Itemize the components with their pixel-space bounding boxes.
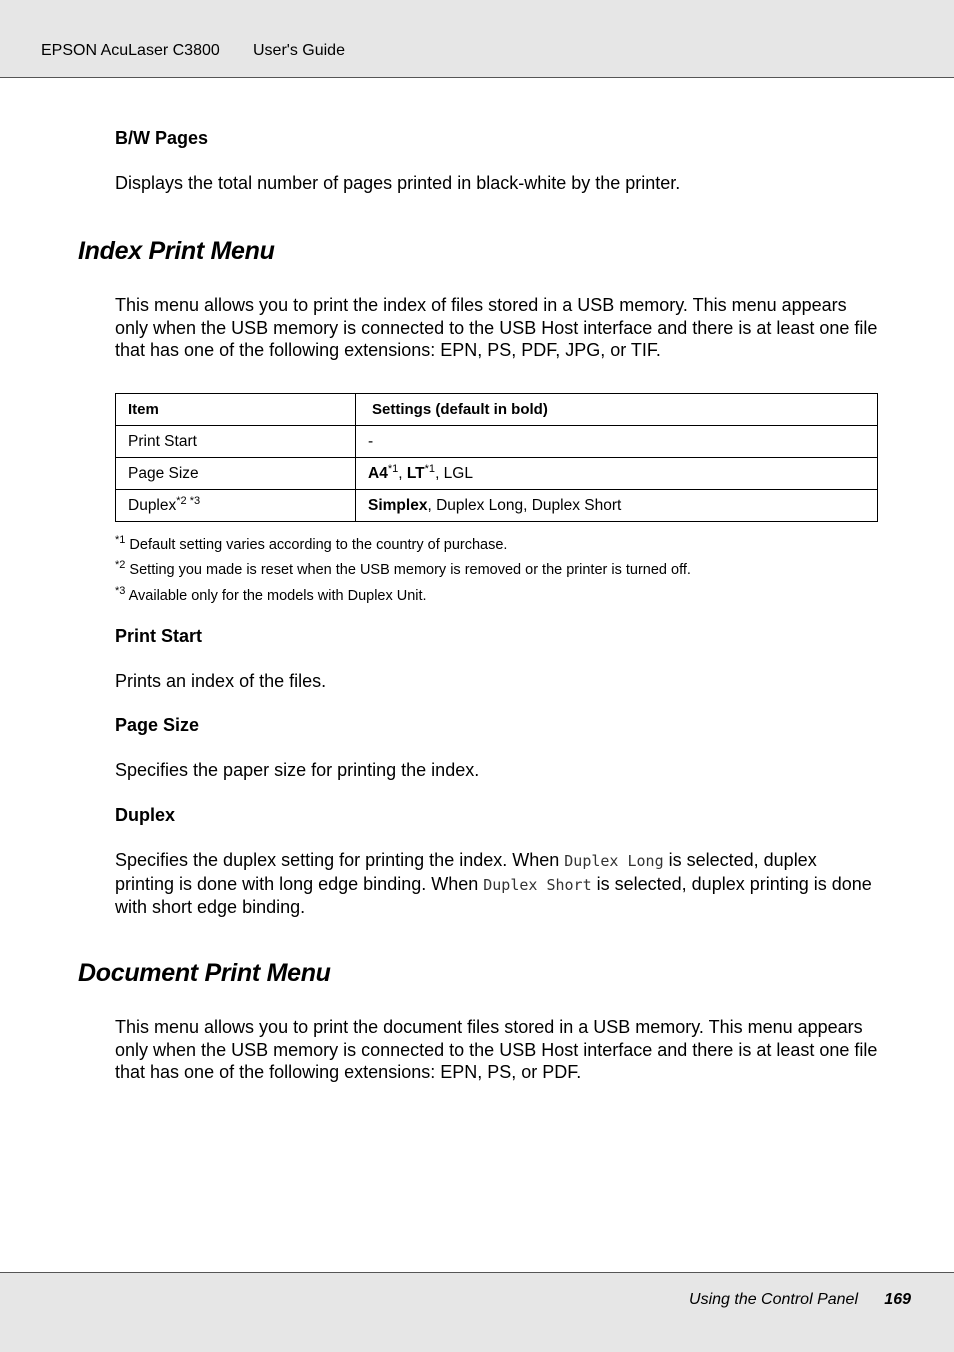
page-footer	[0, 1272, 954, 1352]
table-row	[116, 490, 878, 522]
footnote-3	[115, 585, 427, 604]
code-duplex-long: Duplex Long	[564, 852, 664, 870]
row-duplex-value	[356, 490, 878, 522]
row-page-size-value	[356, 458, 878, 490]
bw-pages-heading: B/W Pages	[115, 128, 209, 148]
footnote-mark: *3	[115, 585, 126, 597]
table-row	[116, 426, 878, 458]
footnote-ref: *1	[424, 463, 436, 476]
row-page-size-item: Page Size	[116, 458, 356, 490]
table-header-row	[116, 394, 878, 426]
index-print-menu-title: Index Print Menu	[78, 237, 275, 265]
page-number: 169	[884, 1291, 911, 1308]
print-start-text: Prints an index of the files.	[115, 671, 327, 691]
document-print-menu-title: Document Print Menu	[78, 959, 331, 987]
footnote-1	[115, 534, 507, 553]
index-menu-intro: This menu allows you to print the index of files stored in a USB memory. This menu appears only when the USB memory is connected to the USB Host interface and there is at least one file that has one of the following extensions: EPN, PS, PDF, JPG, or TIF.	[115, 295, 878, 360]
col-settings-header: Settings (default in bold)	[356, 394, 878, 426]
duplex-text-part: is selected, duplex printing is done with short edge binding.	[115, 873, 872, 917]
footnote-text: Default setting varies according to the country of purchase.	[125, 536, 508, 553]
default-simplex: Simplex	[368, 496, 428, 514]
other-sizes: , LGL	[435, 465, 473, 483]
print-start-heading: Print Start	[115, 626, 203, 646]
page-header	[0, 0, 954, 78]
product-name: EPSON AcuLaser C3800	[41, 42, 220, 59]
guide-name: User's Guide	[253, 42, 345, 59]
separator: ,	[398, 465, 407, 483]
col-item-header: Item	[116, 394, 356, 426]
index-settings-table	[115, 393, 878, 522]
footnote-text: Setting you made is reset when the USB memory is removed or the printer is turned off.	[125, 561, 691, 578]
duplex-heading: Duplex	[115, 805, 176, 825]
row-print-start-item: Print Start	[116, 426, 356, 458]
duplex-text	[115, 849, 880, 919]
duplex-options: , Duplex Long, Duplex Short	[427, 496, 622, 514]
page-size-text: Specifies the paper size for printing the index.	[115, 760, 480, 780]
document-menu-intro: This menu allows you to print the document files stored in a USB memory. This menu appears only when the USB memory is connected to the USB Host interface and there is at least one file that has one of the following extensions: EPN, PS, or PDF.	[115, 1017, 878, 1082]
default-a4: A4	[368, 465, 388, 483]
footnote-2	[115, 559, 691, 578]
row-duplex-item	[116, 490, 356, 522]
row-print-start-value: -	[356, 426, 878, 458]
duplex-text-part: is selected, duplex printing is done with long edge binding. When	[115, 850, 817, 894]
footnote-mark: *2	[115, 559, 126, 571]
table-row	[116, 458, 878, 490]
page-size-heading: Page Size	[115, 715, 200, 735]
footnote-text: Available only for the models with Duplex Unit.	[125, 587, 427, 604]
footnote-ref: *1	[387, 463, 399, 476]
code-duplex-short: Duplex Short	[483, 875, 592, 894]
bw-pages-text: Displays the total number of pages printed in black-white by the printer.	[115, 173, 681, 193]
footnote-mark: *1	[115, 534, 126, 546]
footnote-ref: *2 *3	[176, 495, 201, 508]
duplex-label: Duplex	[128, 497, 177, 515]
default-lt: LT	[406, 465, 425, 483]
footer-section: Using the Control Panel	[689, 1291, 858, 1308]
duplex-text-part: Specifies the duplex setting for printing the index. When	[115, 850, 565, 870]
